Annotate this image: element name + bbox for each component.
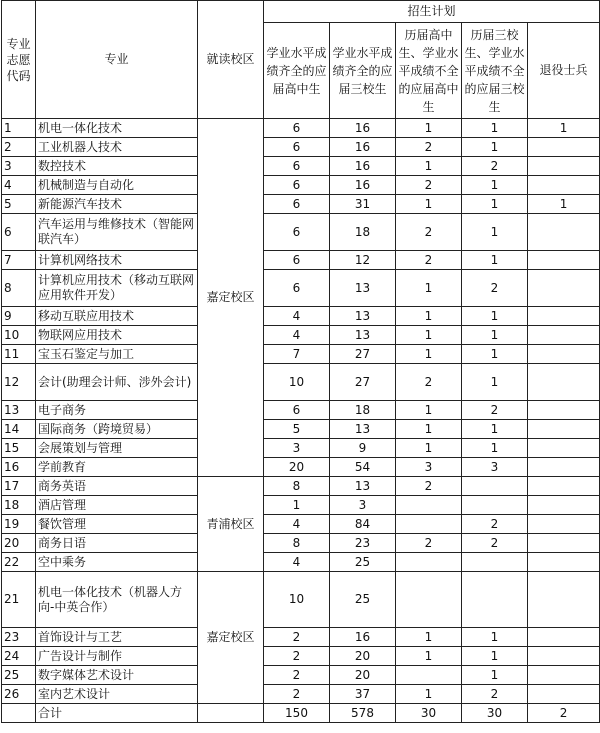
row-c4: 1 [462,364,528,401]
row-c2: 16 [330,176,396,195]
row-c5 [528,477,600,496]
row-c2: 13 [330,326,396,345]
row-c2: 16 [330,157,396,176]
row-code: 6 [2,214,36,251]
table-row [2,628,600,647]
row-c5 [528,496,600,515]
row-c2: 54 [330,458,396,477]
row-code: 22 [2,553,36,572]
row-major: 汽车运用与维修技术（智能网联汽车） [36,214,198,251]
row-c5 [528,458,600,477]
row-c4: 1 [462,666,528,685]
table-row [2,138,600,157]
row-c5 [528,307,600,326]
header-campus: 就读校区 [198,1,264,119]
row-c1: 6 [264,251,330,270]
campus-cell: 青浦校区 [198,477,264,572]
row-code: 12 [2,364,36,401]
row-c3: 1 [396,628,462,647]
row-major: 餐饮管理 [36,515,198,534]
row-c4: 1 [462,176,528,195]
row-c3: 2 [396,251,462,270]
row-c3: 2 [396,477,462,496]
total-label: 合计 [36,704,198,723]
table-row [2,119,600,138]
table-row [2,439,600,458]
row-c5 [528,157,600,176]
row-c4: 1 [462,138,528,157]
row-c5 [528,401,600,420]
row-major: 商务英语 [36,477,198,496]
row-c3: 2 [396,364,462,401]
row-c5 [528,176,600,195]
row-c1: 4 [264,326,330,345]
table-row [2,553,600,572]
row-c1: 3 [264,439,330,458]
row-c2: 20 [330,647,396,666]
table-row [2,534,600,553]
row-c1: 6 [264,138,330,157]
row-c2: 37 [330,685,396,704]
header-code: 专业志愿代码 [2,1,36,119]
row-c4: 1 [462,647,528,666]
row-c2: 25 [330,572,396,628]
row-code: 10 [2,326,36,345]
row-c3: 1 [396,195,462,214]
table-row [2,307,600,326]
row-major: 工业机器人技术 [36,138,198,157]
row-c3: 2 [396,138,462,157]
header-col-3: 历届高中生、学业水平成绩不全的应届高中生 [396,23,462,119]
row-c3: 1 [396,647,462,666]
total-row [2,704,600,723]
row-c2: 13 [330,307,396,326]
total-c3: 30 [396,704,462,723]
row-c2: 13 [330,477,396,496]
total-c2: 578 [330,704,396,723]
total-campus-cell [198,704,264,723]
row-code: 5 [2,195,36,214]
row-c5 [528,138,600,157]
row-code: 14 [2,420,36,439]
row-code: 16 [2,458,36,477]
row-c5: 1 [528,119,600,138]
row-c2: 13 [330,420,396,439]
row-c3: 2 [396,534,462,553]
row-c1: 8 [264,534,330,553]
row-c1: 6 [264,195,330,214]
row-code: 3 [2,157,36,176]
campus-cell: 嘉定校区 [198,119,264,477]
total-c4: 30 [462,704,528,723]
row-c1: 8 [264,477,330,496]
table-row [2,195,600,214]
campus-cell: 嘉定校区 [198,572,264,704]
total-c1: 150 [264,704,330,723]
row-code: 21 [2,572,36,628]
row-c1: 2 [264,647,330,666]
header-col-5: 退役士兵 [528,23,600,119]
table-row [2,176,600,195]
row-major: 空中乘务 [36,553,198,572]
row-c1: 1 [264,496,330,515]
row-c4: 2 [462,534,528,553]
row-code: 8 [2,270,36,307]
row-c5 [528,666,600,685]
row-c3 [396,515,462,534]
row-c2: 12 [330,251,396,270]
row-c4: 3 [462,458,528,477]
row-c1: 6 [264,176,330,195]
table-row [2,666,600,685]
row-c4 [462,477,528,496]
table-row [2,251,600,270]
row-c4: 1 [462,628,528,647]
table-row [2,270,600,307]
row-c4 [462,553,528,572]
row-code: 17 [2,477,36,496]
row-c5 [528,364,600,401]
row-c1: 5 [264,420,330,439]
row-c5 [528,251,600,270]
row-c3: 1 [396,326,462,345]
row-c1: 2 [264,666,330,685]
row-code: 18 [2,496,36,515]
row-major: 计算机应用技术（移动互联网应用软件开发） [36,270,198,307]
row-c2: 84 [330,515,396,534]
row-major: 数字媒体艺术设计 [36,666,198,685]
row-major: 机电一体化技术 [36,119,198,138]
row-c2: 18 [330,214,396,251]
row-c3 [396,553,462,572]
row-c5 [528,572,600,628]
total-c5: 2 [528,704,600,723]
row-c1: 6 [264,270,330,307]
header-col-2: 学业水平成绩齐全的应届三校生 [330,23,396,119]
row-major: 数控技术 [36,157,198,176]
row-code: 19 [2,515,36,534]
row-c1: 10 [264,364,330,401]
row-c3: 1 [396,119,462,138]
table-row [2,477,600,496]
row-c4: 2 [462,685,528,704]
row-code: 1 [2,119,36,138]
row-c4: 2 [462,515,528,534]
row-code: 13 [2,401,36,420]
row-major: 广告设计与制作 [36,647,198,666]
row-c2: 27 [330,364,396,401]
row-c2: 13 [330,270,396,307]
row-c3: 1 [396,307,462,326]
row-c4: 1 [462,439,528,458]
row-code: 2 [2,138,36,157]
row-c1: 7 [264,345,330,364]
row-major: 计算机网络技术 [36,251,198,270]
table-row [2,401,600,420]
row-c5 [528,628,600,647]
row-c2: 16 [330,628,396,647]
row-major: 新能源汽车技术 [36,195,198,214]
row-c3: 3 [396,458,462,477]
header-col-4: 历届三校生、学业水平成绩不全的应届三校生 [462,23,528,119]
row-c3: 1 [396,685,462,704]
row-major: 酒店管理 [36,496,198,515]
row-c2: 27 [330,345,396,364]
table-body [2,119,600,723]
table-row [2,685,600,704]
row-c3: 1 [396,345,462,364]
table-header [2,1,600,119]
row-major: 国际商务（跨境贸易） [36,420,198,439]
row-code: 11 [2,345,36,364]
table-row [2,345,600,364]
row-c1: 6 [264,157,330,176]
table-row [2,420,600,439]
row-code: 7 [2,251,36,270]
row-major: 会计(助理会计师、涉外会计) [36,364,198,401]
row-c3 [396,496,462,515]
row-c4 [462,572,528,628]
table-row [2,326,600,345]
row-c5 [528,685,600,704]
row-c2: 23 [330,534,396,553]
row-c1: 2 [264,685,330,704]
row-c4: 2 [462,157,528,176]
enrollment-plan-table [1,0,600,723]
row-c3: 1 [396,439,462,458]
row-c3: 1 [396,401,462,420]
row-c3 [396,666,462,685]
row-c3: 1 [396,420,462,439]
row-c1: 10 [264,572,330,628]
row-c5 [528,214,600,251]
row-code: 26 [2,685,36,704]
table-row [2,157,600,176]
row-major: 学前教育 [36,458,198,477]
table-row [2,647,600,666]
row-code: 25 [2,666,36,685]
row-c4: 2 [462,401,528,420]
total-empty-cell [2,704,36,723]
row-c1: 6 [264,401,330,420]
table-row [2,458,600,477]
row-major: 室内艺术设计 [36,685,198,704]
row-c2: 18 [330,401,396,420]
row-c4: 1 [462,345,528,364]
row-c1: 6 [264,119,330,138]
row-c4: 2 [462,270,528,307]
row-c4: 1 [462,420,528,439]
row-code: 15 [2,439,36,458]
row-c1: 6 [264,214,330,251]
row-c4: 1 [462,119,528,138]
row-major: 机电一体化技术（机器人方向-中英合作） [36,572,198,628]
row-c3 [396,572,462,628]
row-code: 20 [2,534,36,553]
row-c2: 16 [330,119,396,138]
row-c5 [528,515,600,534]
row-c2: 9 [330,439,396,458]
header-major: 专业 [36,1,198,119]
row-c4 [462,496,528,515]
row-c5 [528,534,600,553]
row-c4: 1 [462,326,528,345]
row-c5 [528,553,600,572]
row-c1: 2 [264,628,330,647]
row-major: 会展策划与管理 [36,439,198,458]
row-c2: 25 [330,553,396,572]
table-row [2,515,600,534]
table-row [2,572,600,628]
row-c5 [528,420,600,439]
row-major: 宝玉石鉴定与加工 [36,345,198,364]
row-c5 [528,647,600,666]
table-row [2,364,600,401]
row-c1: 4 [264,515,330,534]
table-row [2,214,600,251]
row-major: 商务日语 [36,534,198,553]
row-c2: 16 [330,138,396,157]
row-c3: 1 [396,270,462,307]
row-c1: 4 [264,307,330,326]
row-c3: 2 [396,214,462,251]
row-c5 [528,345,600,364]
row-c4: 1 [462,195,528,214]
row-code: 23 [2,628,36,647]
row-code: 9 [2,307,36,326]
row-c5 [528,270,600,307]
row-major: 电子商务 [36,401,198,420]
row-code: 4 [2,176,36,195]
row-major: 机械制造与自动化 [36,176,198,195]
header-plan: 招生计划 [264,1,600,23]
row-code: 24 [2,647,36,666]
row-c4: 1 [462,214,528,251]
row-c3: 2 [396,176,462,195]
row-c4: 1 [462,307,528,326]
row-major: 物联网应用技术 [36,326,198,345]
row-c5 [528,439,600,458]
row-c4: 1 [462,251,528,270]
row-c5: 1 [528,195,600,214]
row-c2: 20 [330,666,396,685]
table-row [2,496,600,515]
row-c5 [528,326,600,345]
row-c3: 1 [396,157,462,176]
header-col-1: 学业水平成绩齐全的应届高中生 [264,23,330,119]
row-major: 首饰设计与工艺 [36,628,198,647]
row-c1: 4 [264,553,330,572]
row-c2: 31 [330,195,396,214]
row-c2: 3 [330,496,396,515]
row-c1: 20 [264,458,330,477]
row-major: 移动互联应用技术 [36,307,198,326]
